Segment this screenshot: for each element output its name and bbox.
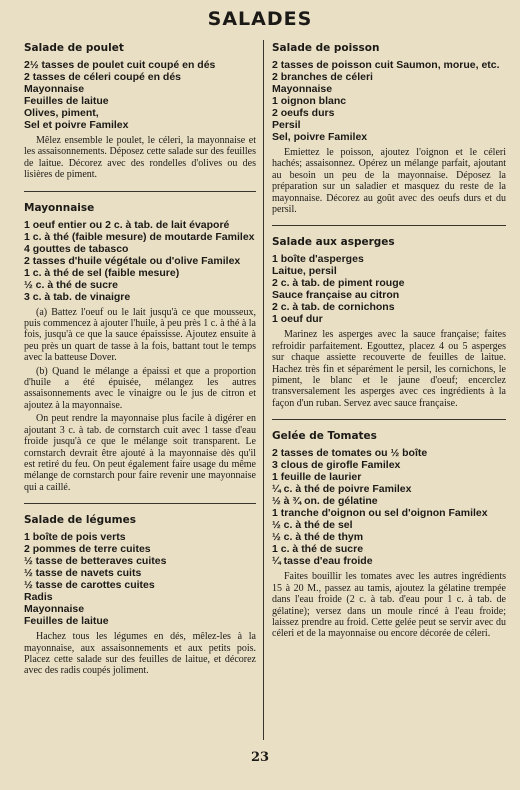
ingredient-item: 2 tasses d'huile végétale ou d'olive Familex: [24, 254, 241, 267]
ingredient-item: 2 tasses de poisson cuit Saumon, morue, etc.: [272, 59, 500, 71]
ingredient-item: Sel et poivre Familex: [24, 119, 129, 131]
recipe-salade-de-poisson: [272, 42, 506, 215]
page-number: 23: [250, 750, 270, 765]
ingredient-item: ½ à ¾ on. de gélatine: [272, 495, 378, 508]
ingredient-item: 2½ tasses de poulet cuit coupé en dés: [24, 59, 216, 71]
ingredient-item: 1 feuille de laurier: [272, 471, 362, 484]
ingredient-item: 1 boîte de pois verts: [24, 531, 126, 544]
ingredient-list: [272, 253, 506, 325]
ingredient-item: 2 tasses de tomates ou ½ boîte: [272, 447, 428, 460]
recipe-title: Salade aux asperges: [272, 236, 395, 249]
ingredient-item: 1 oeuf entier ou 2 c. à tab. de lait évaporé: [24, 218, 230, 231]
ingredient-list: [24, 59, 256, 131]
ingredient-item: ½ tasse de carottes cuites: [24, 579, 155, 592]
recipe-salade-de-poulet: [24, 42, 256, 181]
ingredient-item: Persil: [272, 119, 301, 131]
section-divider: [272, 419, 506, 420]
ingredient-item: 4 gouttes de tabasco: [24, 242, 129, 255]
right-column: [272, 40, 506, 648]
ingredient-item: Olives, piment,: [24, 107, 99, 119]
ingredient-item: 2 pommes de terre cuites: [24, 543, 151, 556]
ingredient-item: ½ c. à thé de sel: [272, 519, 353, 532]
ingredient-item: ½ tasse de navets cuits: [24, 567, 142, 580]
ingredient-item: 2 branches de céleri: [272, 71, 373, 83]
ingredient-item: Mayonnaise: [272, 83, 333, 95]
ingredient-item: 2 c. à tab. de cornichons: [272, 301, 395, 314]
ingredient-list: [272, 59, 506, 143]
ingredient-list: [272, 447, 506, 567]
recipe-title: Salade de poulet: [24, 42, 124, 54]
ingredient-item: ¼ c. à thé de poivre Familex: [272, 483, 412, 496]
instruction-paragraph: (a) Battez l'oeuf ou le lait jusqu'à ce que mousseux, puis commencez à ajouter l'huile, à peu près 1 c. à thé à la fois, jusqu'à ce que la sauce épaississe. Ajoutez ensuite à peu près un quart de tasse à la fois, battant tout le temps avec la batteuse Dover.: [24, 306, 256, 364]
ingredient-item: ¼ tasse d'eau froide: [272, 555, 373, 568]
ingredient-item: ½ tasse de betteraves cuites: [24, 555, 167, 568]
ingredient-item: Laitue, persil: [272, 265, 337, 278]
section-divider: [272, 225, 506, 226]
ingredient-item: 1 oignon blanc: [272, 95, 347, 107]
ingredient-list: [24, 531, 256, 627]
ingredient-item: 1 c. à thé de sel (faible mesure): [24, 266, 180, 279]
ingredient-item: 1 oeuf dur: [272, 313, 323, 326]
ingredient-item: 1 c. à thé (faible mesure) de moutarde Familex: [24, 230, 255, 243]
recipe-mayonnaise: [24, 202, 256, 494]
page-title: SALADES: [207, 8, 313, 30]
instruction-paragraph: Marinez les asperges avec la sauce française; faites refroidir parfaitement. Egouttez, placez 4 ou 5 asperges sur chaque assiette recouverte de feuilles de laitue. Hachez très fin et séparément le persil, les cornichons, le piment, le blanc et le jaune d'oeuf; encerclez transversalement les asperges avec ces ingrédients à la façon d'un ruban. Servez avec sauce française.: [272, 329, 506, 409]
instruction-paragraph: Faites bouillir les tomates avec les autres ingrédients 15 à 20 M., passez au tamis, ajoutez la gélatine trempée dans l'eau froide (2 c. à tab. d'eau pour 1 c. à tab. de gélatine); versez dans un moule rincé à l'eau froide; laissez prendre au froid. Cette gelée peut se servir avec du céleri et de la mayonnaise ou encore décorée de céleri.: [272, 571, 506, 640]
ingredient-item: 1 c. à thé de sucre: [272, 543, 364, 556]
section-divider: [24, 503, 256, 504]
recipe-gelee-de-tomates: [272, 430, 506, 639]
ingredient-item: 1 tranche d'oignon ou sel d'oignon Familex: [272, 507, 488, 520]
ingredient-item: 3 clous de girofle Familex: [272, 459, 401, 472]
column-divider: [263, 40, 264, 740]
recipe-title: Gelée de Tomates: [272, 430, 377, 443]
instruction-paragraph: (b) Quand le mélange a épaissi et que a proportion d'huile a été épuisée, mélangez les autres assaisonnements avec le vinaigre ou le jus de citron et ajoutez à la mayonnaise.: [24, 365, 256, 411]
left-column: [24, 40, 256, 685]
recipe-title: Mayonnaise: [24, 201, 95, 214]
recipe-salade-de-legumes: [24, 514, 256, 677]
instruction-paragraph: Emiettez le poisson, ajoutez l'oignon et le céleri hachés; assaisonnez. Opérez un mélange parfait, ajoutant au besoin un peu de la mayonnaise. Déposez la préparation sur un saladier et masquez du reste de la mayonnaise. Décorez au goût avec des oeufs durs et du persil.: [272, 147, 506, 216]
recipe-title: Salade de poisson: [272, 42, 380, 54]
recipe-salade-aux-asperges: [272, 236, 506, 409]
instruction-paragraph: Hachez tous les légumes en dés, mêlez-les à la mayonnaise, aux assaisonnements et aux petits pois. Placez cette salade sur des feuilles de laitue, et décorez avec des radis coupés joliment.: [24, 631, 256, 677]
ingredient-item: Feuilles de laitue: [24, 95, 109, 107]
ingredient-item: 2 oeufs durs: [272, 107, 335, 119]
ingredient-item: ½ c. à thé de thym: [272, 531, 364, 544]
recipe-title: Salade de légumes: [24, 514, 136, 527]
ingredient-list: [24, 219, 256, 303]
ingredient-item: 3 c. à tab. de vinaigre: [24, 290, 131, 303]
ingredient-item: Sel, poivre Familex: [272, 131, 368, 143]
instruction-paragraph: Mêlez ensemble le poulet, le céleri, la mayonnaise et les assaisonnements. Déposez cette salade sur des feuilles de laitue. Décorez avec des rondelles d'olives ou des lisières de piment.: [24, 135, 256, 181]
ingredient-item: Mayonnaise: [24, 603, 85, 616]
instruction-paragraph: On peut rendre la mayonnaise plus facile à digérer en ajoutant 3 c. à tab. de cornstarch cuit avec 1 tasse d'eau froide jusqu'à ce que le mélange soit transparent. Le cornstarch devrait être ajouté à la mayonnaise dès qu'il est retiré du feu. On peut également faire usage du même mélange de cornstarch pour faire revenir une mayonnaise qui a caillé.: [24, 413, 256, 493]
ingredient-item: 2 c. à tab. de piment rouge: [272, 277, 405, 290]
ingredient-item: Radis: [24, 591, 53, 604]
ingredient-item: Sauce française au citron: [272, 289, 400, 302]
ingredient-item: Feuilles de laitue: [24, 615, 109, 628]
ingredient-item: Mayonnaise: [24, 83, 85, 95]
ingredient-item: 1 boîte d'asperges: [272, 253, 364, 266]
ingredient-item: 2 tasses de céleri coupé en dés: [24, 71, 181, 83]
section-divider: [24, 191, 256, 192]
ingredient-item: ½ c. à thé de sucre: [24, 278, 118, 291]
